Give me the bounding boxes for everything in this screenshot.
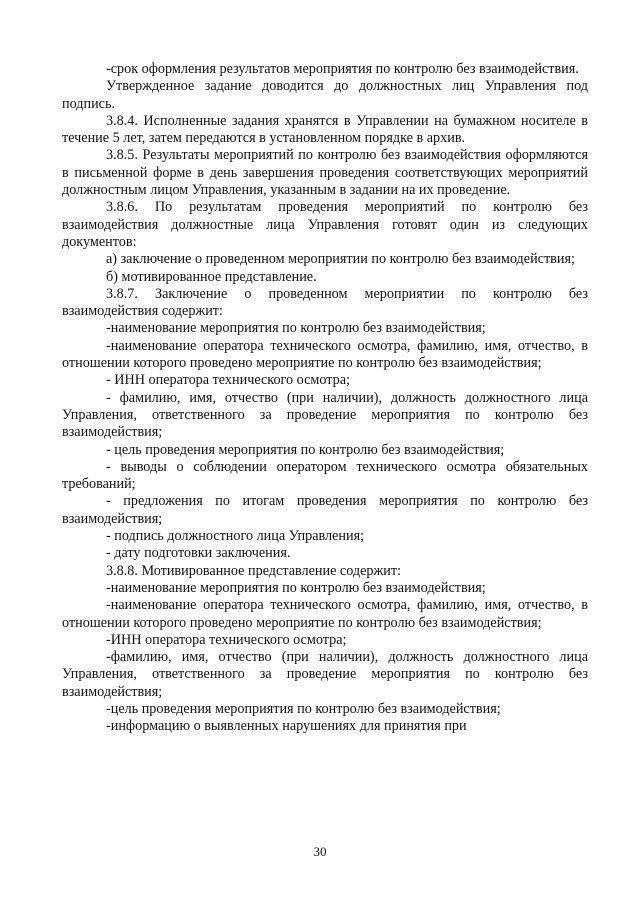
paragraph: - цель проведения мероприятия по контролю без взаимодействия; <box>106 441 505 458</box>
paragraph: -фамилию, имя, отчество (при наличии), должность должностного лица Управления, ответственного за проведение мероприятия по контролю без взаимодействия; <box>62 649 588 700</box>
paragraph: - дату подготовки заключения. <box>106 545 291 562</box>
paragraph: -наименование оператора технического осмотра, фамилию, имя, отчество, в отношении которого проведено мероприятие по контролю без взаимодействия; <box>62 597 588 631</box>
paragraph: а) заключение о проведенном мероприятии по контролю без взаимодействия; <box>106 251 575 268</box>
paragraph: 3.8.5. Результаты мероприятий по контролю без взаимодействия оформляются в письменной форме в день завершения проведения соответствующих мероприятий должностным лицом Управления, указанным в задании на их проведение. <box>62 147 588 199</box>
paragraph: -информацию о выявленных нарушениях для принятия при <box>106 718 467 735</box>
paragraph: Утвержденное задание доводится до должностных лиц Управления под подпись. <box>62 78 588 112</box>
paragraph: 3.8.4. Исполненные задания хранятся в Управлении на бумажном носителе в течение 5 лет, затем передаются в установленном порядке в архив. <box>62 112 588 147</box>
paragraph: 3.8.8. Мотивированное представление содержит: <box>106 562 402 579</box>
paragraph: -ИНН оператора технического осмотра; <box>106 631 347 648</box>
paragraph: 3.8.7. Заключение о проведенном мероприятии по контролю без взаимодействия содержит: <box>62 285 588 320</box>
paragraph: -цель проведения мероприятия по контролю без взаимодействия; <box>106 700 501 717</box>
page-body <box>62 61 588 736</box>
page-number: 30 <box>313 844 327 859</box>
paragraph: 3.8.6. По результатам проведения мероприятий по контролю без взаимодействия должностные лица Управления готовят один из следующих документов: <box>62 199 588 250</box>
paragraph: - ИНН оператора технического осмотра; <box>106 372 350 389</box>
paragraph: - предложения по итогам проведения мероприятия по контролю без взаимодействия; <box>62 493 588 527</box>
paragraph: б) мотивированное представление. <box>106 268 317 285</box>
paragraph: - фамилию, имя, отчество (при наличии), должность должностного лица Управления, ответственного за проведение мероприятия по контролю без взаимодействия; <box>62 389 588 441</box>
paragraph: - подпись должностного лица Управления; <box>106 528 365 545</box>
paragraph: -наименование оператора технического осмотра, фамилию, имя, отчество, в отношении которого проведено мероприятие по контролю без взаимодействия; <box>62 337 588 372</box>
paragraph: -срок оформления результатов мероприятия по контролю без взаимодействия. <box>106 61 579 77</box>
paragraph: - выводы о соблюдении оператором технического осмотра обязательных требований; <box>62 458 588 493</box>
paragraph: -наименование мероприятия по контролю без взаимодействия; <box>106 320 486 337</box>
paragraph: -наименование мероприятия по контролю без взаимодействия; <box>106 579 486 596</box>
